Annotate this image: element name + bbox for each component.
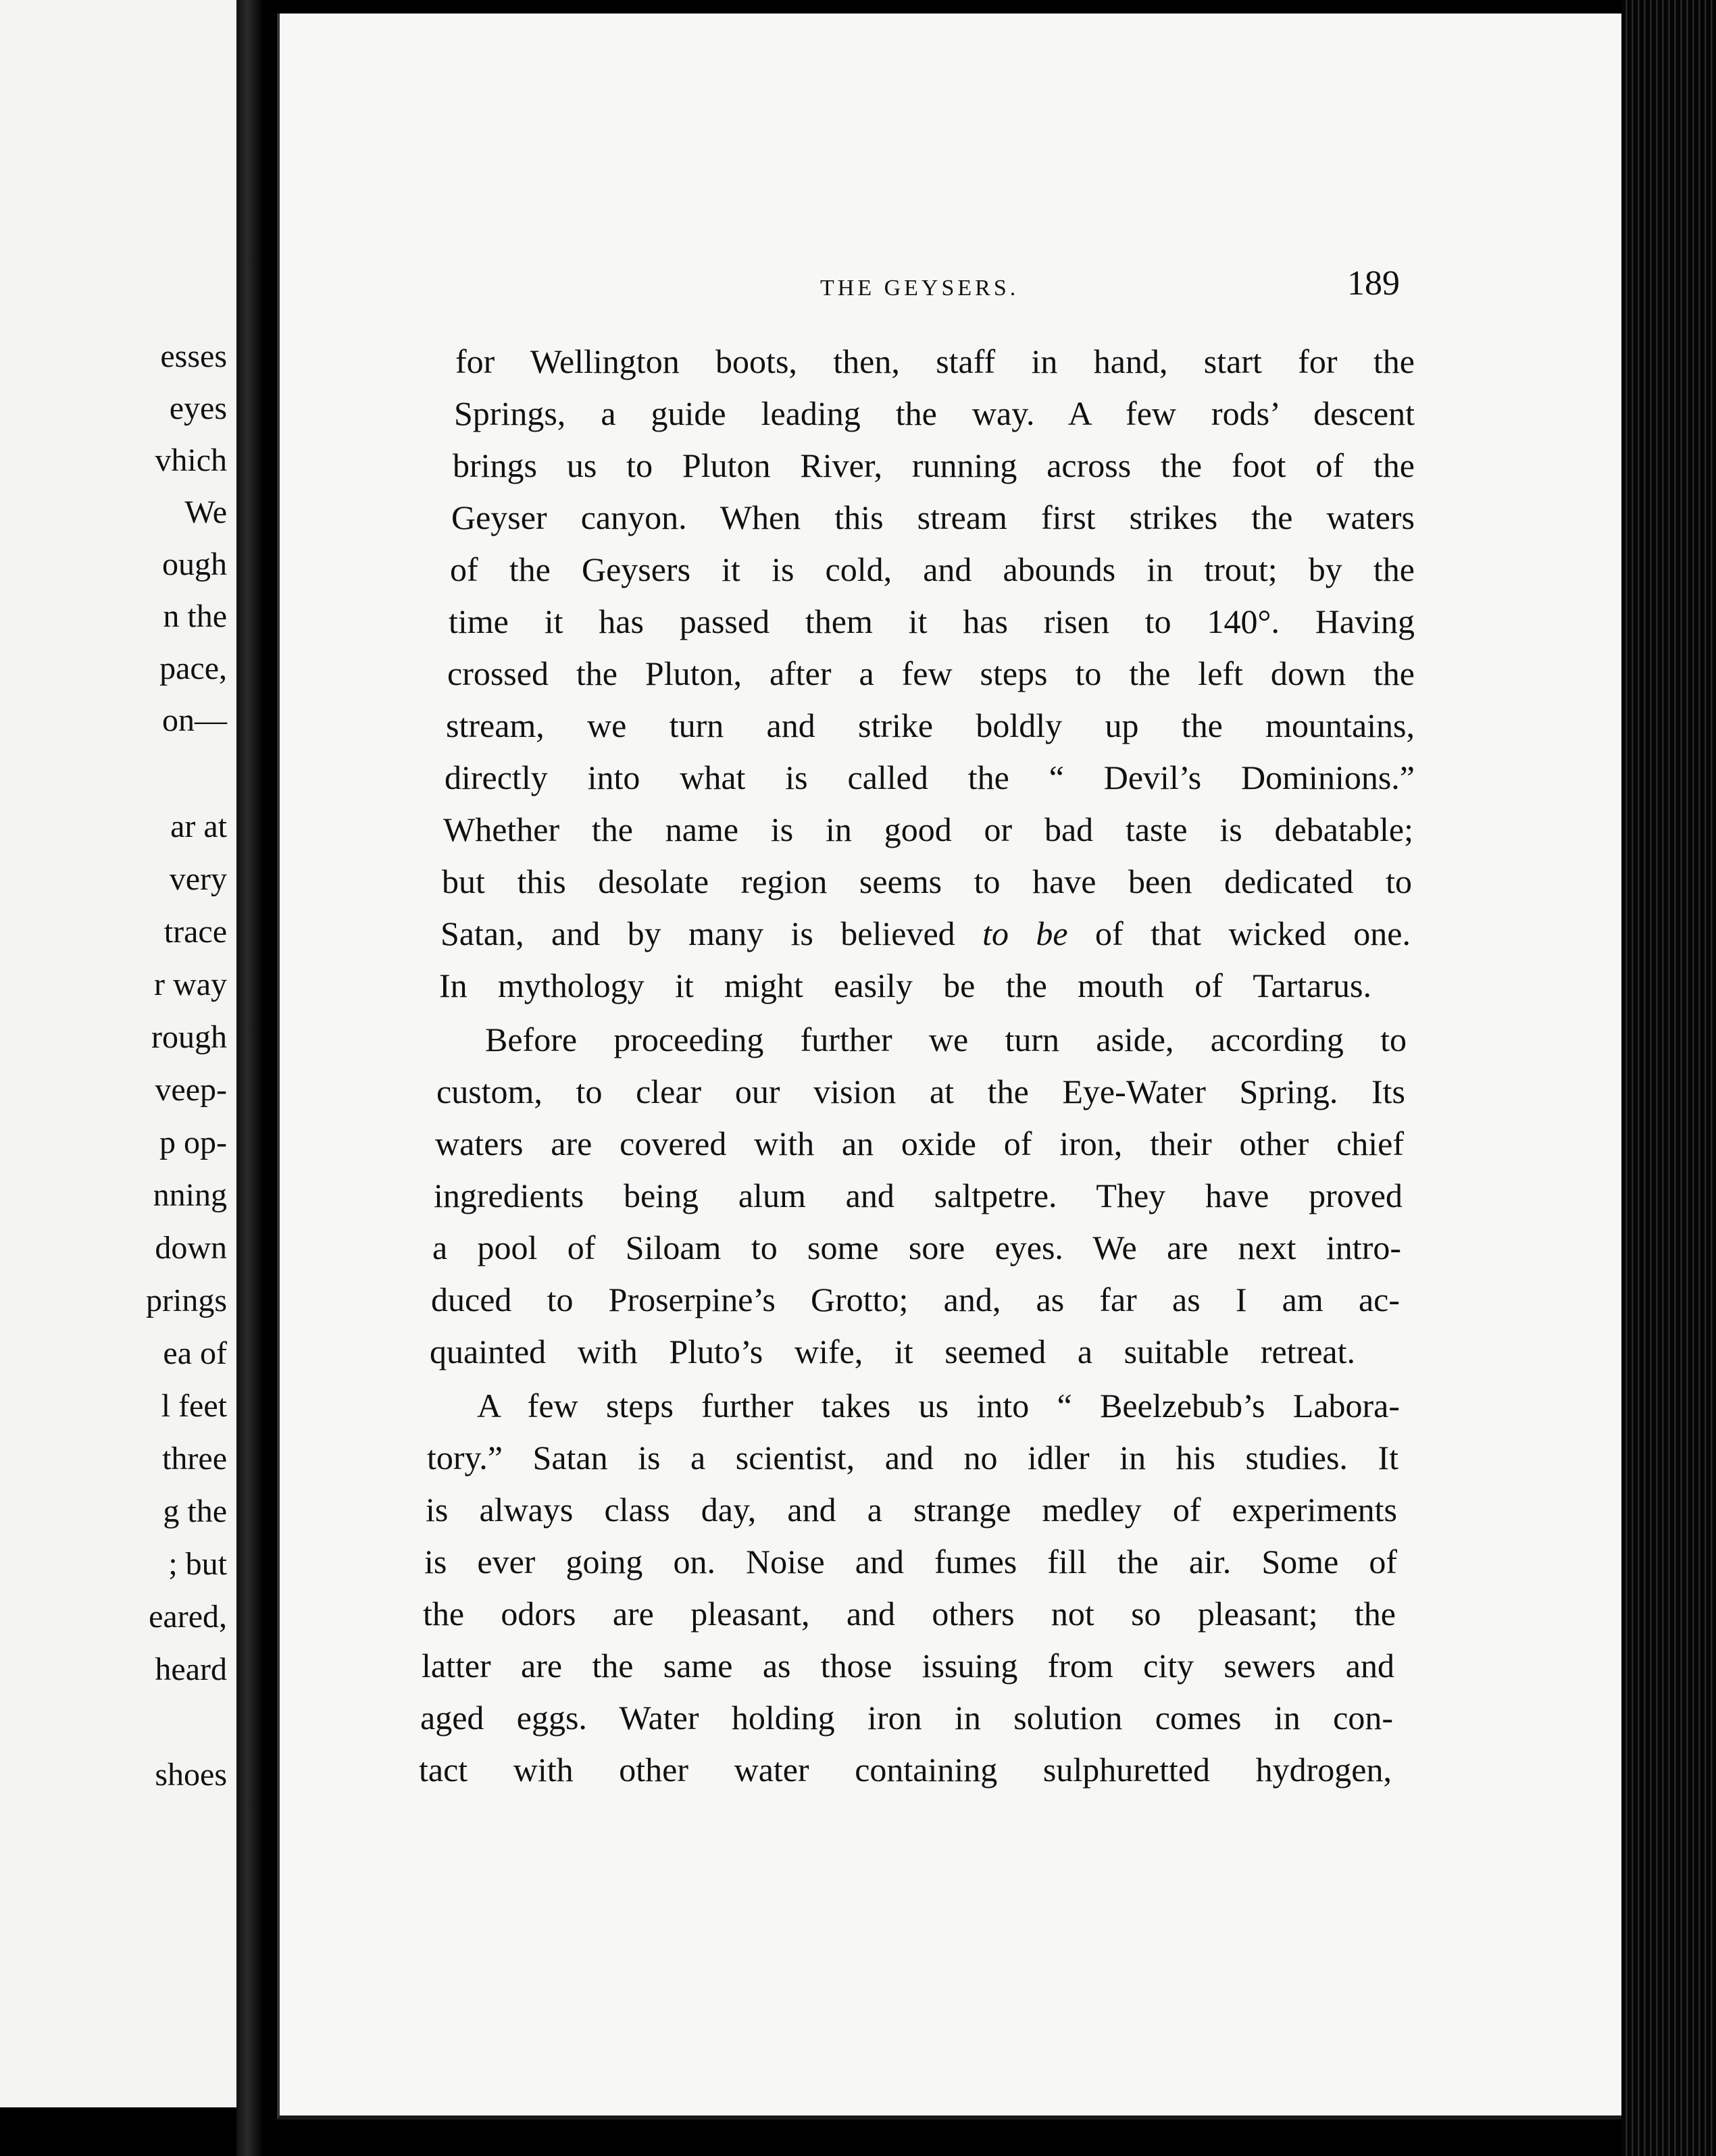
page-edge-stack xyxy=(1621,0,1716,2156)
text-line: tory.” Satan is a scientist, and no idler in his studies. It xyxy=(427,1439,1398,1477)
paragraph-first-line: A few steps further takes us into “ Beelzebub’s Labora- xyxy=(477,1387,1400,1424)
left-page-line: g the xyxy=(163,1493,227,1529)
text-line: is ever going on. Noise and fumes fill the air. Some of xyxy=(424,1543,1397,1581)
left-page-line: eyes xyxy=(169,390,227,426)
text-line: Springs, a guide leading the way. A few rods’ descent xyxy=(454,394,1415,432)
left-page-line: n the xyxy=(163,598,227,634)
left-page-line: very xyxy=(169,861,227,897)
gutter-shadow xyxy=(236,0,263,2156)
left-page-line: pace, xyxy=(159,650,227,686)
paragraph-first-line: Before proceeding further we turn aside, according to xyxy=(485,1021,1407,1058)
left-page-line: heard xyxy=(155,1651,227,1687)
running-title: THE GEYSERS. xyxy=(820,276,1019,301)
text-line: Whether the name is in good or bad taste is debatable; xyxy=(443,811,1413,848)
text-line: brings us to Pluton River, running across the foot of the xyxy=(453,446,1415,484)
left-page-line: vhich xyxy=(155,442,227,478)
text-line: In mythology it might easily be the mouth of Tartarus. xyxy=(439,967,1371,1004)
text-line: Geyser canyon. When this stream first strikes the waters xyxy=(451,498,1415,536)
left-page-line: rough xyxy=(151,1019,227,1055)
left-page-line: eared, xyxy=(149,1599,227,1635)
left-page-line: on— xyxy=(162,702,227,738)
left-page-line: trace xyxy=(163,914,227,950)
left-page-line: ; but xyxy=(168,1546,227,1582)
running-head xyxy=(280,263,1624,304)
line-text-before: Satan, and by many is believed xyxy=(440,915,983,952)
left-page-line: down xyxy=(155,1230,227,1266)
left-page-line: esses xyxy=(160,338,227,374)
text-line: of the Geysers it is cold, and abounds in trout; by the xyxy=(450,550,1415,588)
left-page-line: veep- xyxy=(155,1072,227,1108)
text-line: time it has passed them it has risen to 140°. Having xyxy=(449,602,1415,640)
text-line: crossed the Pluton, after a few steps to the left down the xyxy=(447,654,1415,692)
left-page-line: prings xyxy=(146,1283,227,1318)
text-line: aged eggs. Water holding iron in solution comes in con- xyxy=(420,1699,1393,1737)
text-line: waters are covered with an oxide of iron, their other chief xyxy=(435,1125,1404,1162)
left-page-line: We xyxy=(184,494,227,530)
text-line: ingredients being alum and saltpetre. They have proved xyxy=(434,1177,1403,1214)
left-page-line: shoes xyxy=(155,1757,227,1793)
left-page-line: ea of xyxy=(163,1335,227,1371)
text-line: custom, to clear our vision at the Eye-Water Spring. Its xyxy=(436,1073,1405,1110)
text-line: stream, we turn and strike boldly up the mountains, xyxy=(446,707,1415,744)
left-page-line: ar at xyxy=(170,808,227,844)
left-page xyxy=(0,0,238,2107)
text-line xyxy=(440,917,1411,950)
text-line: but this desolate region seems to have been dedicated to xyxy=(442,863,1412,900)
left-page-line: ough xyxy=(162,546,227,582)
text-line: directly into what is called the “ Devil’s Dominions.” xyxy=(445,759,1415,796)
left-page-line: p op- xyxy=(159,1125,227,1160)
text-line: tact with other water containing sulphuretted hydrogen, xyxy=(419,1751,1392,1789)
text-line: for Wellington boots, then, staff in hand, start for the xyxy=(455,342,1415,380)
left-page-line: three xyxy=(162,1441,227,1477)
italic-phrase: to be xyxy=(982,915,1068,952)
left-page-line: l feet xyxy=(161,1388,227,1424)
left-page-line: r way xyxy=(154,967,227,1002)
text-line: latter are the same as those issuing from city sewers and xyxy=(422,1647,1394,1685)
text-line: quainted with Pluto’s wife, it seemed a suitable retreat. xyxy=(430,1333,1355,1370)
line-text-after: of that wicked one. xyxy=(1067,915,1411,952)
left-page-line: nning xyxy=(153,1177,227,1213)
text-line: duced to Proserpine’s Grotto; and, as far as I am ac- xyxy=(431,1281,1400,1318)
right-page xyxy=(277,14,1624,2120)
text-line: the odors are pleasant, and others not so pleasant; the xyxy=(423,1595,1396,1633)
text-line: a pool of Siloam to some sore eyes. We are next intro- xyxy=(432,1229,1401,1266)
page-number: 189 xyxy=(1347,264,1400,303)
text-line: is always class day, and a strange medley of experiments xyxy=(426,1491,1397,1529)
